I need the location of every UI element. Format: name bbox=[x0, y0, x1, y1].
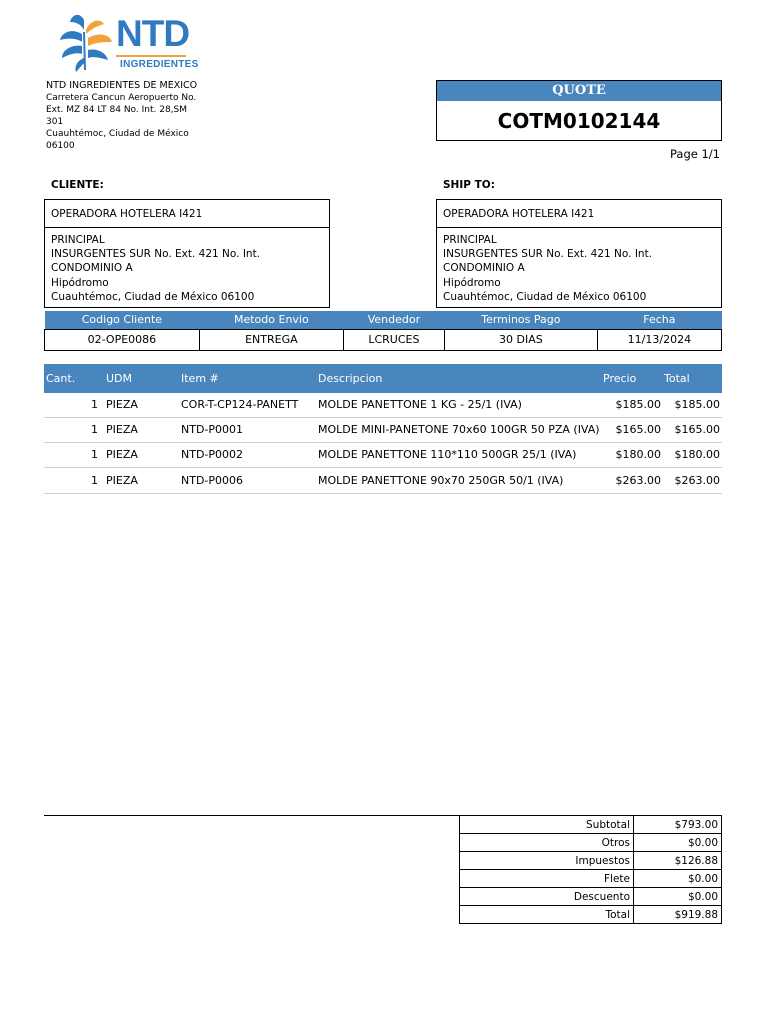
otros-label: Otros bbox=[460, 834, 634, 852]
row-item: NTD-P0001 bbox=[181, 423, 244, 436]
otros-value: $0.00 bbox=[634, 834, 722, 852]
subtotal-label: Subtotal bbox=[460, 816, 634, 834]
ship-to-title: SHIP TO: bbox=[443, 179, 495, 191]
quote-number: COTM0102144 bbox=[497, 109, 661, 133]
row-qty: 1 bbox=[91, 398, 98, 411]
row-desc: MOLDE PANETTONE 1 KG - 25/1 (IVA) bbox=[318, 398, 522, 411]
client-title: CLIENTE: bbox=[51, 179, 104, 191]
table-row bbox=[44, 469, 722, 494]
client-address-line: CONDOMINIO A bbox=[51, 262, 133, 275]
row-desc: MOLDE MINI-PANETONE 70x60 100GR 50 PZA (IVA) bbox=[318, 423, 600, 436]
table-row bbox=[44, 393, 722, 418]
ship-to-address-line: Hipódromo bbox=[443, 276, 501, 289]
row-total: $180.00 bbox=[674, 448, 720, 461]
info-header-cell: Fecha bbox=[597, 311, 721, 329]
flete-label: Flete bbox=[460, 870, 634, 888]
ship-to-address bbox=[436, 228, 722, 308]
row-price: $263.00 bbox=[615, 474, 661, 487]
info-header-cell: Terminos Pago bbox=[444, 311, 597, 329]
page-number: Page 1/1 bbox=[669, 147, 720, 161]
info-value-cell: LCRUCES bbox=[343, 329, 444, 350]
ship-to-address-line: PRINCIPAL bbox=[443, 234, 497, 246]
flete-value: $0.00 bbox=[634, 870, 722, 888]
table-row bbox=[44, 443, 722, 468]
totals-row bbox=[460, 870, 722, 888]
info-value-cell: ENTREGA bbox=[199, 329, 343, 350]
subtotal-value: $793.00 bbox=[634, 816, 722, 834]
client-address-line: Hipódromo bbox=[51, 276, 109, 289]
row-qty: 1 bbox=[91, 474, 98, 487]
row-total: $263.00 bbox=[674, 474, 720, 487]
descuento-value: $0.00 bbox=[634, 888, 722, 906]
ship-to-address-line: Cuauhtémoc, Ciudad de México 06100 bbox=[443, 290, 647, 303]
client-address-line: PRINCIPAL bbox=[51, 234, 105, 246]
row-udm: PIEZA bbox=[106, 448, 138, 461]
quote-label: QUOTE bbox=[437, 81, 721, 101]
order-info-values bbox=[45, 329, 722, 350]
impuestos-label: Impuestos bbox=[460, 852, 634, 870]
impuestos-value: $126.88 bbox=[634, 852, 722, 870]
row-item: NTD-P0002 bbox=[181, 448, 244, 461]
leaf-emblem-icon bbox=[54, 12, 116, 74]
company-logo bbox=[54, 12, 199, 74]
col-price-header: Precio bbox=[603, 372, 637, 385]
ship-to-name: OPERADORA HOTELERA I421 bbox=[436, 199, 722, 228]
row-udm: PIEZA bbox=[106, 474, 138, 487]
brand-name: NTD bbox=[116, 13, 190, 54]
row-price: $185.00 bbox=[615, 398, 661, 411]
total-label: Total bbox=[460, 906, 634, 924]
brand-tagline: INGREDIENTES bbox=[120, 59, 199, 70]
company-address: Carretera Cancun Aeropuerto No. Ext. MZ 84 LT 84 No. Int. 28,SM 301 bbox=[46, 93, 197, 127]
col-item-header: Item # bbox=[181, 372, 219, 385]
ship-to-address-line: CONDOMINIO A bbox=[443, 262, 525, 275]
client-name: OPERADORA HOTELERA I421 bbox=[44, 199, 330, 228]
col-qty-header: Cant. bbox=[46, 372, 76, 385]
descuento-label: Descuento bbox=[460, 888, 634, 906]
info-value-cell: 30 DIAS bbox=[444, 329, 597, 350]
ship-to-address-line: INSURGENTES SUR No. Ext. 421 No. Int. bbox=[443, 248, 653, 261]
totals-row bbox=[460, 816, 722, 834]
company-info bbox=[46, 80, 216, 152]
totals-row bbox=[460, 906, 722, 924]
totals-divider bbox=[44, 815, 460, 816]
info-value-cell: 02-OPE0086 bbox=[45, 329, 200, 350]
quote-box bbox=[436, 80, 722, 141]
client-address bbox=[44, 228, 330, 308]
info-value-cell: 11/13/2024 bbox=[597, 329, 721, 350]
info-header-cell: Vendedor bbox=[343, 311, 444, 329]
company-city: Cuauhtémoc, Ciudad de México 06100 bbox=[46, 129, 189, 151]
table-row bbox=[44, 418, 722, 443]
row-udm: PIEZA bbox=[106, 423, 138, 436]
row-qty: 1 bbox=[91, 423, 98, 436]
row-total: $165.00 bbox=[674, 423, 720, 436]
company-name: NTD INGREDIENTES DE MEXICO bbox=[46, 80, 198, 91]
client-address-line: INSURGENTES SUR No. Ext. 421 No. Int. bbox=[51, 248, 261, 261]
row-price: $165.00 bbox=[615, 423, 661, 436]
totals-row bbox=[460, 888, 722, 906]
info-header-cell: Codigo Cliente bbox=[45, 311, 200, 329]
row-item: COR-T-CP124-PANETT bbox=[181, 398, 299, 411]
totals-row bbox=[460, 834, 722, 852]
row-price: $180.00 bbox=[615, 448, 661, 461]
row-item: NTD-P0006 bbox=[181, 474, 244, 487]
items-table-header bbox=[44, 364, 722, 393]
col-total-header: Total bbox=[664, 372, 690, 385]
row-desc: MOLDE PANETTONE 110*110 500GR 25/1 (IVA) bbox=[318, 448, 577, 461]
client-address-line: Cuauhtémoc, Ciudad de México 06100 bbox=[51, 290, 255, 303]
order-info-table bbox=[44, 311, 722, 351]
total-value: $919.88 bbox=[634, 906, 722, 924]
row-total: $185.00 bbox=[674, 398, 720, 411]
info-header-cell: Metodo Envio bbox=[199, 311, 343, 329]
brand-divider bbox=[116, 55, 186, 57]
order-info-header bbox=[45, 311, 722, 329]
row-qty: 1 bbox=[91, 448, 98, 461]
row-udm: PIEZA bbox=[106, 398, 138, 411]
col-desc-header: Descripcion bbox=[318, 372, 383, 385]
col-udm-header: UDM bbox=[106, 372, 133, 385]
totals-table bbox=[459, 815, 722, 924]
row-desc: MOLDE PANETTONE 90x70 250GR 50/1 (IVA) bbox=[318, 474, 564, 487]
totals-row bbox=[460, 852, 722, 870]
